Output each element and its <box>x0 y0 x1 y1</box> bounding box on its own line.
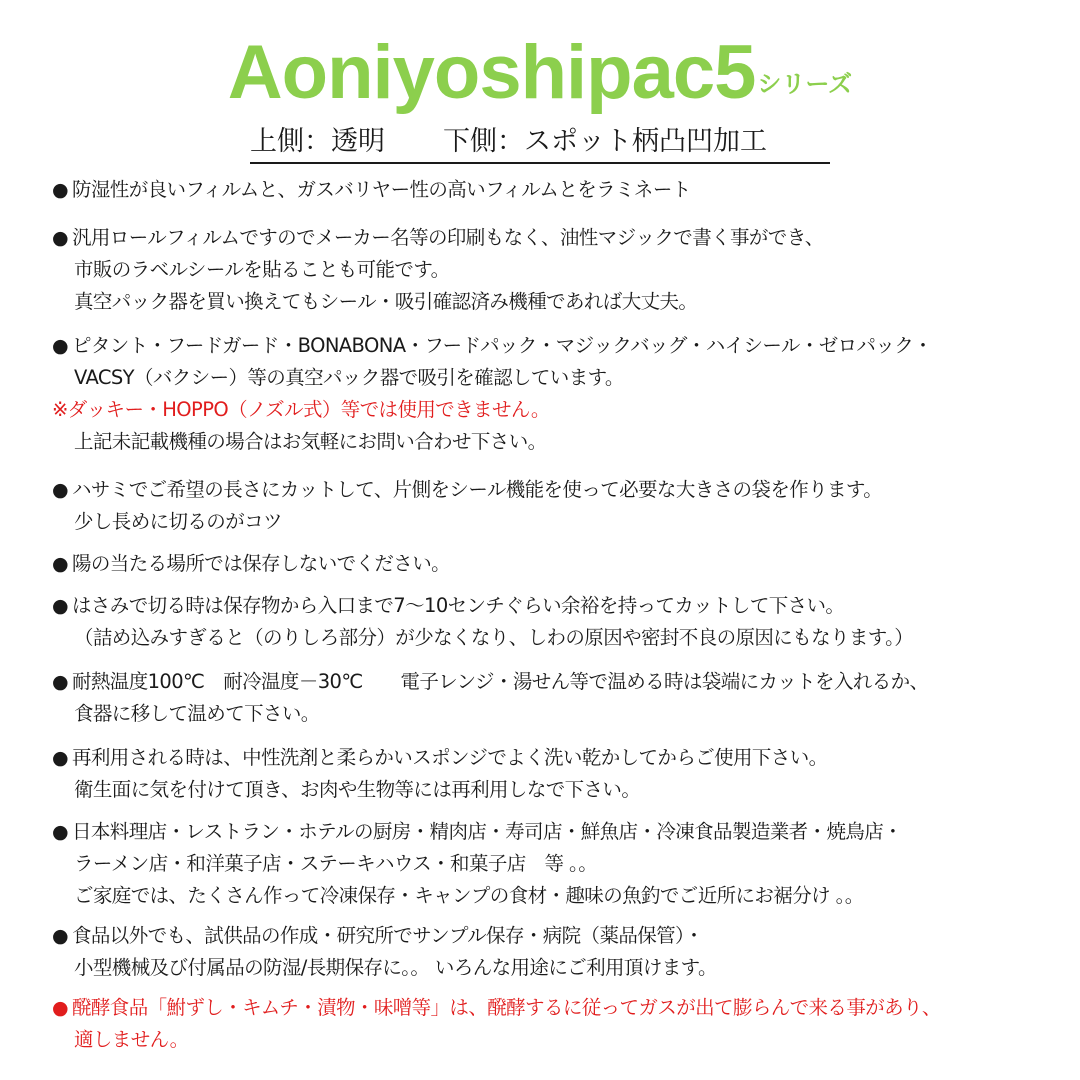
bullet-icon: ● <box>52 747 68 769</box>
item-text: VACSY（バクシー）等の真空パック器で吸引を確認しています。 <box>74 366 624 389</box>
item-text: 市販のラベルシールを貼ることも可能です。 <box>74 258 450 281</box>
item-text: はさみで切る時は保存物から入口まで7～10センチぐらい余裕を持ってカットして下さい。 <box>72 594 845 617</box>
incompatible-warning: ※ダッキー・HOPPO（ノズル式）等では使用できません。 <box>52 398 550 421</box>
item-text: 衛生面に気を付けて頂き、お肉や生物等には再利用しなで下さい。 <box>74 778 641 801</box>
list-item <box>52 590 1062 654</box>
item-text: 真空パック器を買い換えてもシール・吸引確認済み機種であれば大丈夫。 <box>74 290 698 313</box>
product-name: Aoniyoshipac5 <box>227 30 756 115</box>
item-text: 食品以外でも、試供品の作成・研究所でサンプル保存・病院（薬品保管）・ <box>72 924 704 947</box>
list-item <box>52 474 1062 538</box>
bullet-icon: ● <box>52 997 68 1019</box>
bullet-icon: ● <box>52 479 68 501</box>
item-text: 陽の当たる場所では保存しないでください。 <box>72 552 451 575</box>
lower-side-label: 下側：スポット柄凸凹加工 <box>443 126 767 157</box>
film-sides-subtitle <box>250 124 830 164</box>
series-label: シリーズ <box>757 70 853 98</box>
item-text: ハサミでご希望の長さにカットして、片側をシール機能を使って必要な大きさの袋を作ります。 <box>72 478 883 501</box>
list-item <box>52 742 1062 806</box>
product-title <box>0 28 1080 118</box>
upper-side-label: 上側：透明 <box>250 126 385 157</box>
item-text: 防湿性が良いフィルムと、ガスバリヤー性の高いフィルムとをラミネート <box>72 178 691 201</box>
list-item <box>52 816 1062 912</box>
bullet-icon: ● <box>52 595 68 617</box>
bullet-icon: ● <box>52 227 68 249</box>
item-text: 日本料理店・レストラン・ホテルの厨房・精肉店・寿司店・鮮魚店・冷凍食品製造業者・焼鳥店・ <box>72 820 903 843</box>
list-item <box>52 330 1062 458</box>
bullet-icon: ● <box>52 821 68 843</box>
item-text: 汎用ロールフィルムですのでメーカー名等の印刷もなく、油性マジックで書く事ができ、 <box>72 226 824 249</box>
fermented-food-warning <box>52 992 1062 1056</box>
item-text: 再利用される時は、中性洗剤と柔らかいスポンジでよく洗い乾かしてからご使用下さい。 <box>72 746 828 769</box>
list-item <box>52 548 1062 580</box>
bullet-icon: ● <box>52 671 68 693</box>
list-item <box>52 920 1062 984</box>
item-text: 耐熱温度100℃ 耐冷温度－30℃ 電子レンジ・湯せん等で温める時は袋端にカットを入れるか、 <box>72 670 929 693</box>
bullet-icon: ● <box>52 179 68 201</box>
item-text: ラーメン店・和洋菓子店・ステーキハウス・和菓子店 等 。。 <box>74 852 598 875</box>
item-text: （詰め込みすぎると（のりしろ部分）が少なくなり、しわの原因や密封不良の原因にもなります。） <box>74 626 914 649</box>
item-text: ご家庭では、たくさん作って冷凍保存・キャンプの食材・趣味の魚釣でご近所にお裾分け 。。 <box>74 884 864 907</box>
bullet-icon: ● <box>52 925 68 947</box>
bullet-icon: ● <box>52 335 68 357</box>
item-text: 少し長めに切るのがコツ <box>74 510 282 533</box>
contact-note: 上記未記載機種の場合はお気軽にお問い合わせ下さい。 <box>74 430 547 453</box>
bullet-icon: ● <box>52 553 68 575</box>
item-text: 適しません。 <box>74 1028 189 1051</box>
item-text: 小型機械及び付属品の防湿/長期保存に。。 いろんな用途にご利用頂けます。 <box>74 956 717 979</box>
list-item <box>52 222 1062 318</box>
list-item <box>52 174 1062 206</box>
list-item <box>52 666 1062 730</box>
item-text: 醗酵食品「鮒ずし・キムチ・漬物・味噌等」は、醗酵するに従ってガスが出て膨らんで来る事があり、 <box>72 996 941 1019</box>
item-text: ピタント・フードガード・BONABONA・フードパック・マジックバッグ・ハイシール・ゼロパック・ <box>72 334 933 357</box>
item-text: 食器に移して温めて下さい。 <box>74 702 320 725</box>
